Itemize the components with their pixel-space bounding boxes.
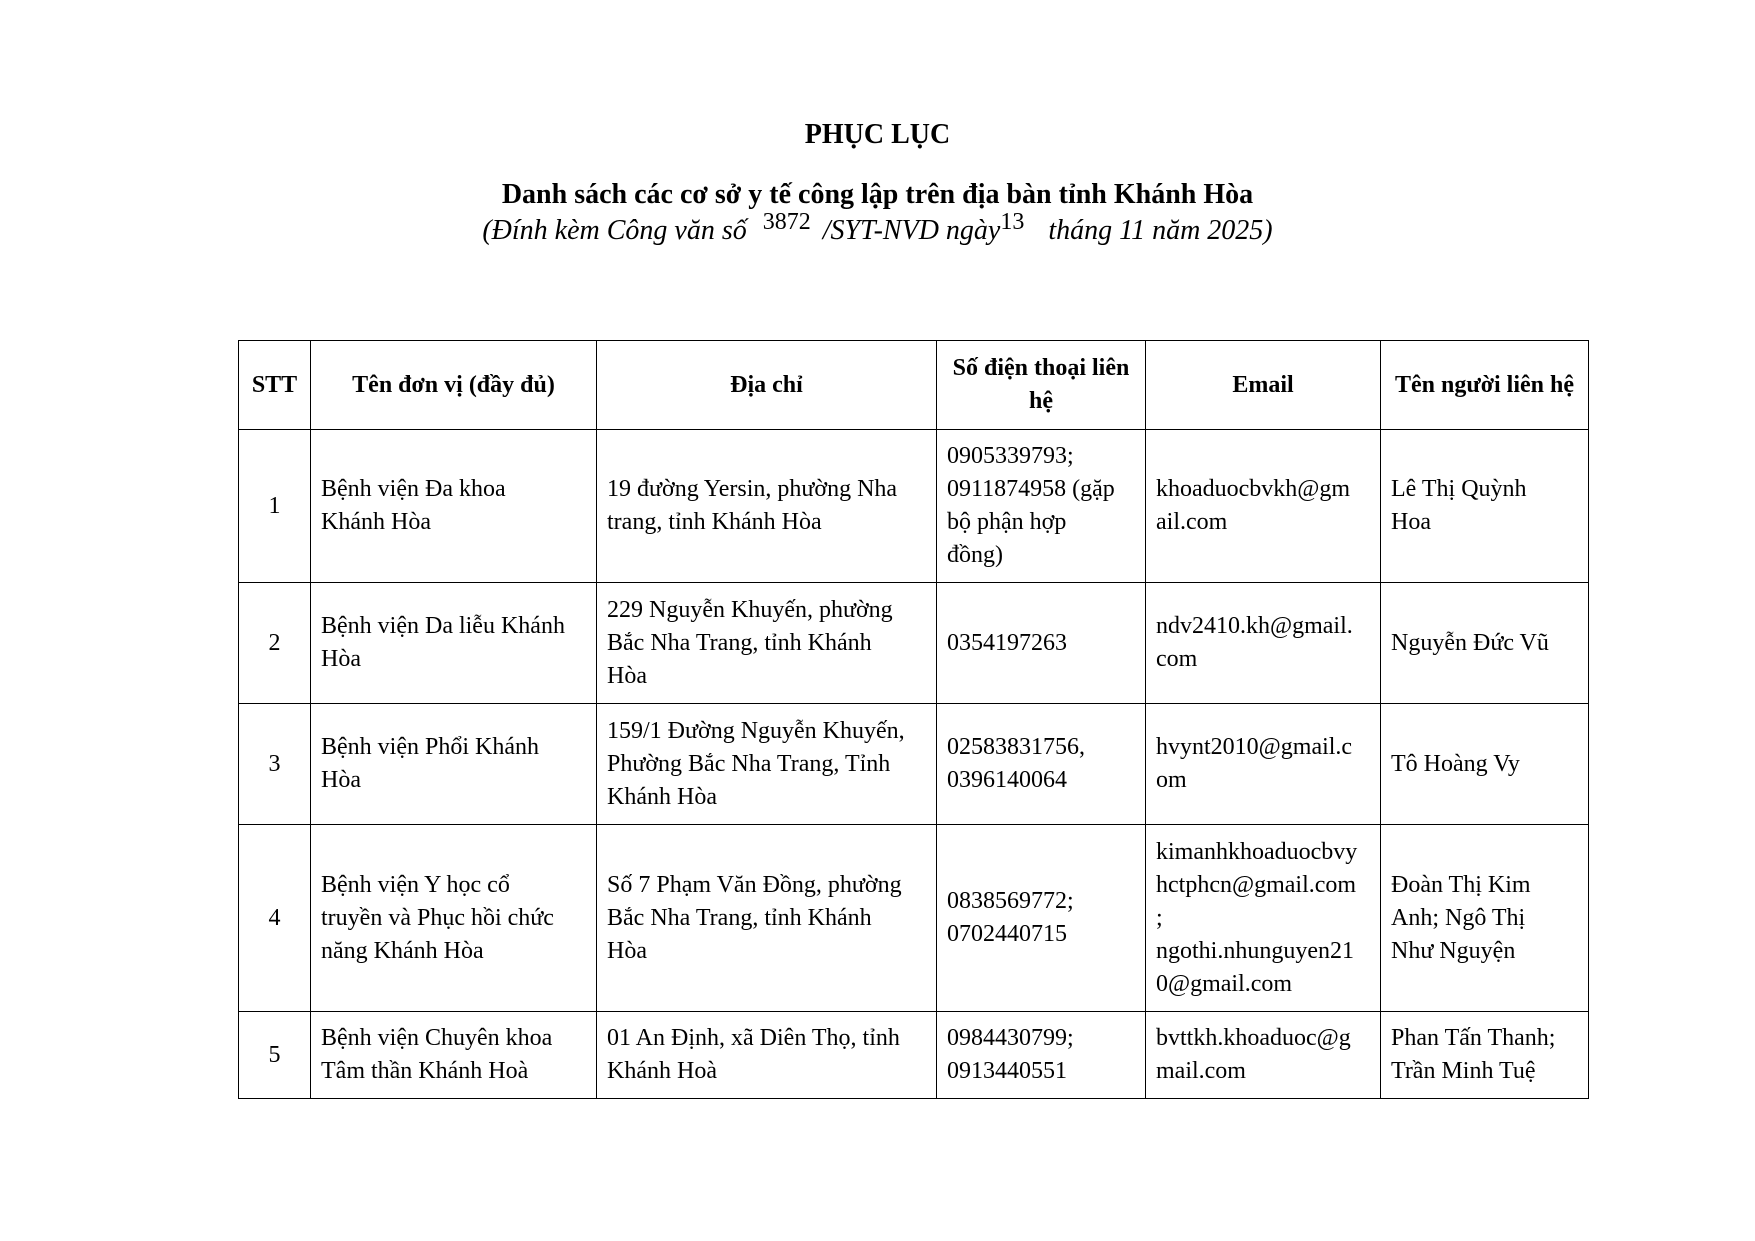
- table-row: [239, 430, 1589, 583]
- cell-email: khoaduocbvkh@gm ail.com: [1146, 430, 1381, 583]
- cell-contact: Lê Thị Quỳnh Hoa: [1381, 430, 1589, 583]
- cell-email: ndv2410.kh@gmail. com: [1146, 583, 1381, 704]
- table-row: [239, 704, 1589, 825]
- attachment-mid: /SYT-NVD ngày: [822, 215, 1001, 246]
- page-title: PHỤC LỤC: [804, 119, 951, 150]
- cell-phone: 0354197263: [937, 583, 1146, 704]
- cell-stt: 4: [239, 825, 311, 1012]
- cell-stt: 1: [239, 430, 311, 583]
- cell-email: hvynt2010@gmail.c om: [1146, 704, 1381, 825]
- cell-phone: 0838569772; 0702440715: [937, 825, 1146, 1012]
- page-subtitle: Danh sách các cơ sở y tế công lập trên địa bàn tỉnh Khánh Hòa: [501, 179, 1254, 210]
- table-header-row: [239, 341, 1589, 430]
- cell-address: 159/1 Đường Nguyễn Khuyến, Phường Bắc Nha Trang, Tỉnh Khánh Hòa: [597, 704, 937, 825]
- cell-stt: 2: [239, 583, 311, 704]
- cell-contact: Nguyễn Đức Vũ: [1381, 583, 1589, 704]
- document-day: 13: [1000, 209, 1025, 235]
- cell-stt: 3: [239, 704, 311, 825]
- cell-phone: 0984430799; 0913440551: [937, 1012, 1146, 1099]
- cell-email: kimanhkhoaduocbvy hctphcn@gmail.com ; ngothi.nhunguyen21 0@gmail.com: [1146, 825, 1381, 1012]
- cell-phone: 0905339793; 0911874958 (gặp bộ phận hợp đồng): [937, 430, 1146, 583]
- cell-address: 19 đường Yersin, phường Nha trang, tỉnh Khánh Hòa: [597, 430, 937, 583]
- attachment-note: [0, 209, 1755, 249]
- cell-contact: Tô Hoàng Vy: [1381, 704, 1589, 825]
- cell-name: Bệnh viện Da liễu Khánh Hòa: [311, 583, 597, 704]
- cell-address: 229 Nguyễn Khuyến, phường Bắc Nha Trang, tỉnh Khánh Hòa: [597, 583, 937, 704]
- header-email: Email: [1146, 341, 1381, 430]
- cell-contact: Phan Tấn Thanh; Trần Minh Tuệ: [1381, 1012, 1589, 1099]
- cell-name: Bệnh viện Y học cổ truyền và Phục hồi chức năng Khánh Hòa: [311, 825, 597, 1012]
- cell-contact: Đoàn Thị Kim Anh; Ngô Thị Như Nguyện: [1381, 825, 1589, 1012]
- cell-phone: 02583831756, 0396140064: [937, 704, 1146, 825]
- header-stt: STT: [239, 341, 311, 430]
- cell-name: Bệnh viện Phổi Khánh Hòa: [311, 704, 597, 825]
- cell-stt: 5: [239, 1012, 311, 1099]
- header-contact: Tên người liên hệ: [1381, 341, 1589, 430]
- cell-name: Bệnh viện Đa khoa Khánh Hòa: [311, 430, 597, 583]
- table-row: [239, 583, 1589, 704]
- header-phone: Số điện thoại liên hệ: [937, 341, 1146, 430]
- cell-address: 01 An Định, xã Diên Thọ, tỉnh Khánh Hoà: [597, 1012, 937, 1099]
- table-row: [239, 1012, 1589, 1099]
- table-row: [239, 825, 1589, 1012]
- attachment-prefix: (Đính kèm Công văn số: [482, 215, 747, 246]
- cell-address: Số 7 Phạm Văn Đồng, phường Bắc Nha Trang, tỉnh Khánh Hòa: [597, 825, 937, 1012]
- header-name: Tên đơn vị (đầy đủ): [311, 341, 597, 430]
- header-address: Địa chỉ: [597, 341, 937, 430]
- attachment-suffix: tháng 11 năm 2025): [1048, 215, 1273, 246]
- facilities-table: [238, 340, 1589, 1099]
- document-number: 3872: [762, 209, 811, 235]
- cell-name: Bệnh viện Chuyên khoa Tâm thần Khánh Hoà: [311, 1012, 597, 1099]
- cell-email: bvttkh.khoaduoc@g mail.com: [1146, 1012, 1381, 1099]
